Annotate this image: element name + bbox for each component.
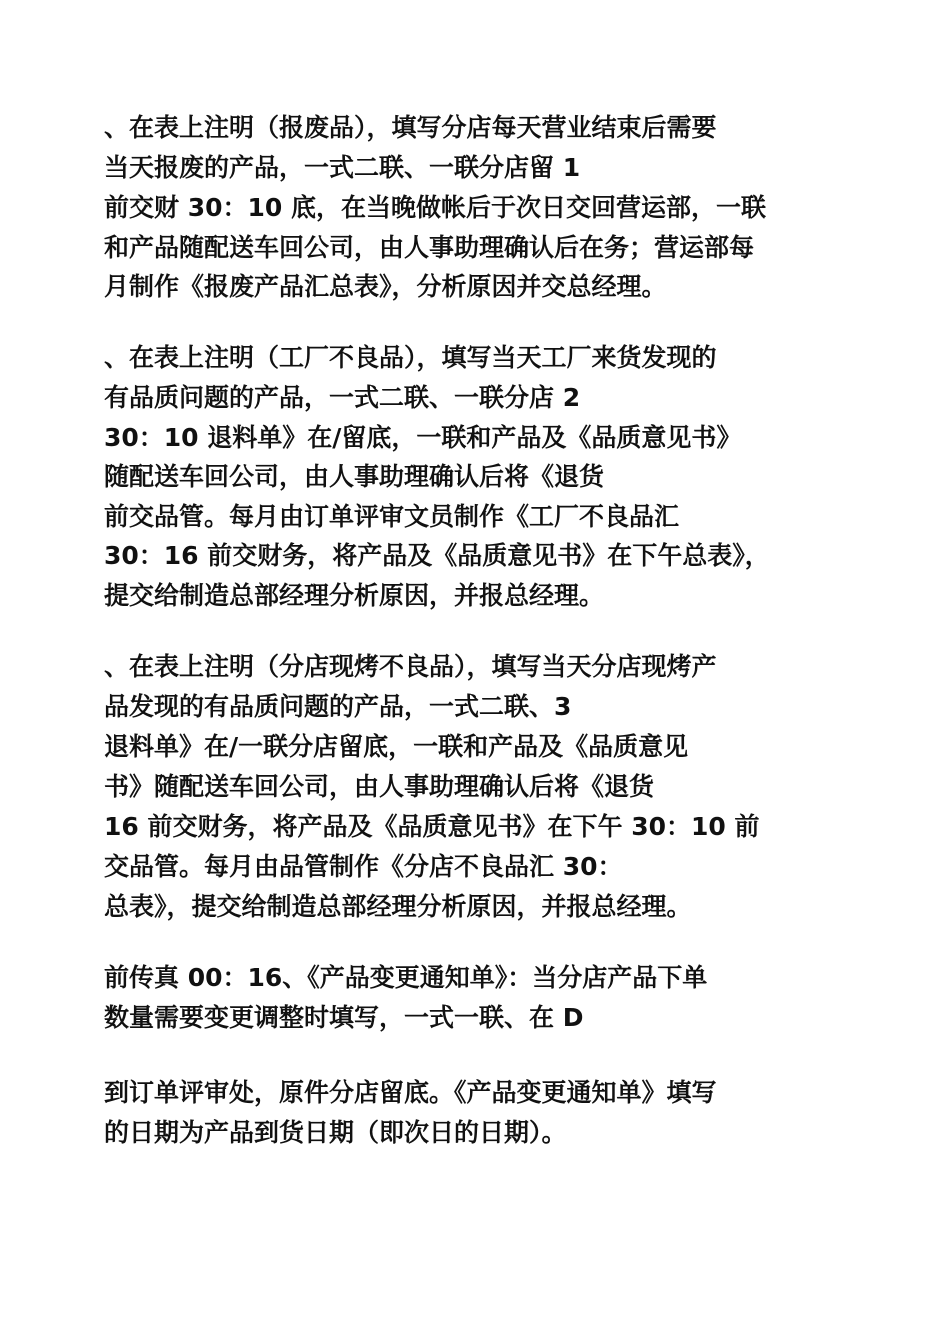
text-line: 交品管。每月由品管制作《分店不良品汇 30： <box>104 852 623 881</box>
text-line: 16 前交财务，将产品及《品质意见书》在下午 30：10 前 <box>104 812 760 841</box>
text-line: 月制作《报废产品汇总表》，分析原因并交总经理。 <box>104 272 667 301</box>
text-line: 30：10 退料单》在/留底，一联和产品及《品质意见书》 <box>104 423 742 452</box>
text-line: 随配送车回公司，由人事助理确认后将《退货 <box>104 462 605 491</box>
text-line: 前传真 00：16、《产品变更通知单》：当分店产品下单 <box>104 963 708 992</box>
text-line: 前交财 30：10 底，在当晚做帐后于次日交回营运部，一联 <box>104 193 766 222</box>
text-line: 、在表上注明（工厂不良品），填写当天工厂来货发现的 <box>104 343 717 372</box>
text-line: 前交品管。每月由订单评审文员制作《工厂不良品汇 <box>104 502 680 531</box>
text-line: 数量需要变更调整时填写，一式一联、在 D <box>104 1003 584 1032</box>
text-line: 书》随配送车回公司，由人事助理确认后将《退货 <box>104 772 655 801</box>
text-line: 的日期为产品到货日期（即次日的日期）。 <box>104 1118 567 1147</box>
text-line: 到订单评审处，原件分店留底。《产品变更通知单》填写 <box>104 1078 717 1107</box>
text-line: 有品质问题的产品，一式二联、一联分店 2 <box>104 383 581 412</box>
text-line: 退料单》在/一联分店留底，一联和产品及《品质意见 <box>104 732 689 761</box>
text-line: 、在表上注明（分店现烤不良品），填写当天分店现烤产 <box>104 652 717 681</box>
text-line: 、在表上注明（报废品），填写分店每天营业结束后需要 <box>104 113 717 142</box>
text-line: 当天报废的产品，一式二联、一联分店留 1 <box>104 153 581 182</box>
text-line: 30：16 前交财务，将产品及《品质意见书》在下午总表》， <box>104 541 770 570</box>
text-line: 品发现的有品质问题的产品，一式二联、3 <box>104 692 572 721</box>
text-line: 总表》，提交给制造总部经理分析原因，并报总经理。 <box>104 892 692 921</box>
text-line: 和产品随配送车回公司，由人事助理确认后在务；营运部每 <box>104 233 755 262</box>
text-line: 提交给制造总部经理分析原因，并报总经理。 <box>104 581 605 610</box>
